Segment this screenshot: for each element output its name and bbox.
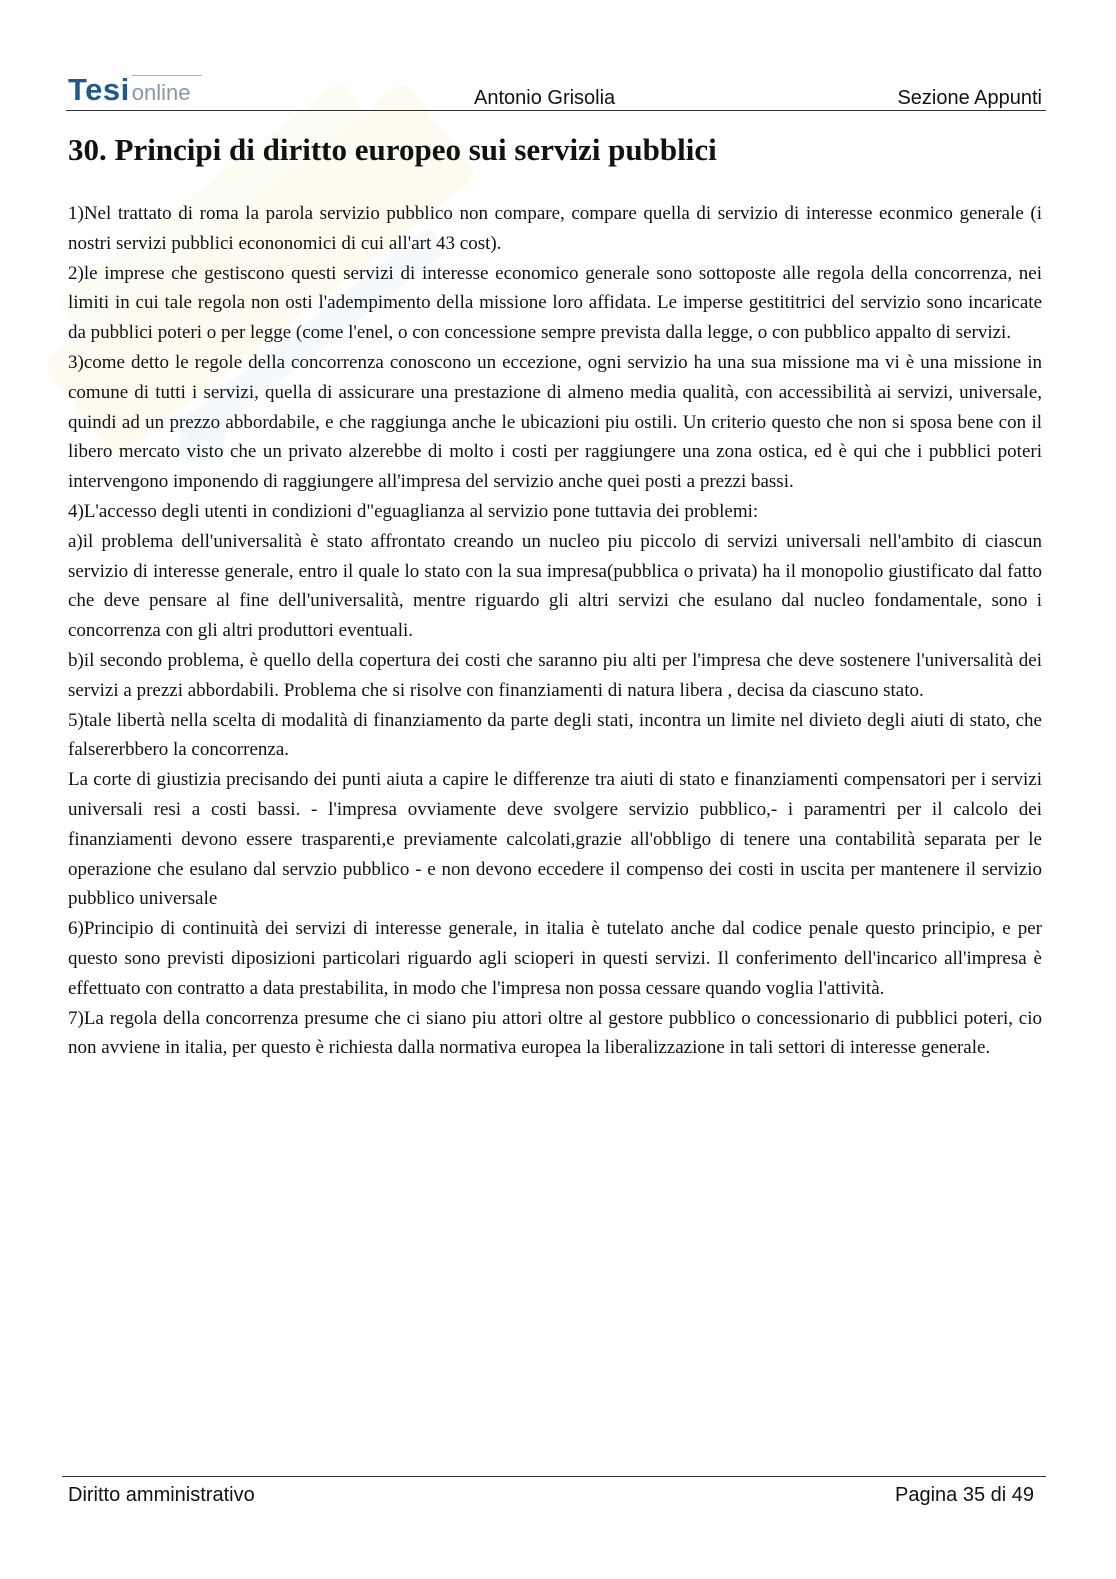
header-author: Antonio Grisolia <box>474 87 616 109</box>
paragraph-4b: b)il secondo problema, è quello della copertura dei costi che saranno piu alti per l'impresa che deve sostenere l'universalità dei servizi a prezzi abbordabili. Problema che si risolve con finanziamenti di natura libera , decisa da ciascuno stato. <box>68 649 1042 701</box>
page-footer <box>62 1476 1046 1506</box>
page-number: Pagina 35 di 49 <box>894 1484 1034 1506</box>
logo-sub-text: online <box>131 80 191 105</box>
paragraph-4a: a)il problema dell'universalità è stato affrontato creando un nucleo piu piccolo di servizi universali nell'ambito di ciascun servizio di interesse generale, entro il quale lo stato con la sua impresa(pubblica o privata) ha il monopolio giustificato dal fatto che deve pensare al fine dell'universalità, mentre riguardo gli altri servizi che esulano dal nucleo fondamentale, sono i concorrenza con gli altri produttori eventuali. <box>68 530 1042 642</box>
page-title: 30. Principi di diritto europeo sui servizi pubblici <box>68 132 717 167</box>
page-header <box>66 74 1046 111</box>
paragraph-7: 7)La regola della concorrenza presume che ci siano piu attori oltre al gestore pubblico o concessionario di pubblici poteri, cio non avviene in italia, per questo è richiesta dalla normativa europea la liberalizzazione in tali settori di interesse generale. <box>68 1007 1042 1059</box>
paragraph-2: 2)le imprese che gestiscono questi servizi di interesse economico generale sono sottoposte alle regola della concorrenza, nei limiti in cui tale regola non osti l'adempimento della missione loro affidata. Le imperse gestititrici del servizio sono incaricate da pubblici poteri o per legge (come l'enel, o con concessione sempre prevista dalla legge, o con pubblico appalto di servizi. <box>68 262 1042 344</box>
paragraph-5-court: La corte di giustizia precisando dei punti aiuta a capire le differenze tra aiuti di stato e finanziamenti compensatori per i servizi universali resi a costi bassi. - l'impresa ovviamente deve svolgere servizio pubblico,- i paramentri per il calcolo dei finanziamenti devono essere trasparenti,e previamente calcolati,grazie all'obbligo di tenere una contabilità separata per le operazione che esulano dal servzio pubblico - e non devono eccedere il compenso dei costi in uscita per mantenere il servizio pubblico universale <box>68 769 1042 910</box>
paragraph-1: 1)Nel trattato di roma la parola servizio pubblico non compare, compare quella di servizio di interesse econmico generale (i nostri servizi pubblici econonomici di cui all'art 43 cost). <box>68 203 1042 254</box>
document-body <box>68 199 1042 1063</box>
footer-subject: Diritto amministrativo <box>68 1484 255 1506</box>
paragraph-4: 4)L'accesso degli utenti in condizioni d"eguaglianza al servizio pone tuttavia dei problemi: <box>68 500 759 522</box>
paragraph-3: 3)come detto le regole della concorrenza conoscono un eccezione, ogni servizio ha una sua missione ma vi è una missione in comune di tutti i servizi, quella di assicurare una prestazione di almeno media qualità, con accessibilità ai servizi, universale, quindi ad un prezzo abbordabile, e che raggiunga anche le ubicazioni piu ostili. Un criterio questo che non si sposa bene con il libero mercato visto che un privato alzerebbe di molto i costi per raggiungere una zona ostica, ed è qui che i pubblici poteri intervengono imponendo di raggiungere all'impresa del servizio anche quei posti a prezzi bassi. <box>68 351 1042 493</box>
logo-main-text: Tesi <box>68 72 130 107</box>
tesionline-logo <box>68 74 190 105</box>
paragraph-6: 6)Principio di continuità dei servizi di interesse generale, in italia è tutelato anche dal codice penale questo principio, e per questo sono previsti diposizioni particolari riguardo agli scioperi in questi servizi. Il conferimento dell'incarico all'impresa è effettuato con contratto a data prestabilita, in modo che l'impresa non possa cessare quando voglia l'attività. <box>68 918 1042 999</box>
logo-rule <box>132 75 202 76</box>
header-section: Sezione Appunti <box>897 87 1042 109</box>
paragraph-5: 5)tale libertà nella scelta di modalità di finanziamento da parte degli stati, incontra un limite nel divieto degli aiuti di stato, che falsererbbero la concorrenza. <box>68 709 1042 761</box>
